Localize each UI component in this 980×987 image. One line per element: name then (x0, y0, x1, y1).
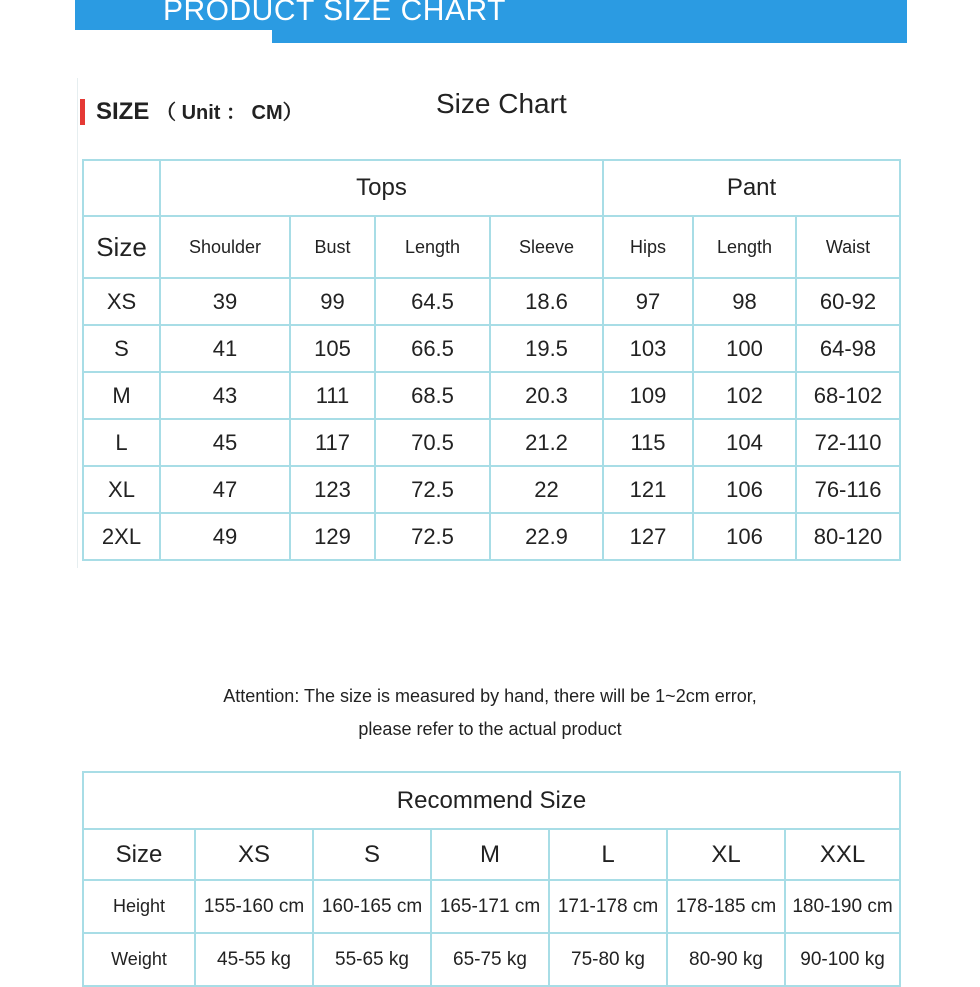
table-cell: 68.5 (375, 372, 490, 419)
column-header: Bust (290, 216, 375, 278)
weight-cell: 75-80 kg (549, 933, 667, 986)
column-header: Shoulder (160, 216, 290, 278)
recommend-size-cell: S (313, 829, 431, 880)
weight-cell: 80-90 kg (667, 933, 785, 986)
recommend-weight-row (83, 933, 900, 986)
table-cell: 99 (290, 278, 375, 325)
weight-label: Weight (83, 933, 195, 986)
size-chart-table (82, 159, 901, 561)
height-cell: 180-190 cm (785, 880, 900, 933)
recommend-size-cell: L (549, 829, 667, 880)
recommend-title-row (83, 772, 900, 829)
recommend-size-cell: XL (667, 829, 785, 880)
weight-cell: 55-65 kg (313, 933, 431, 986)
column-header: Length (375, 216, 490, 278)
table-row (83, 513, 900, 560)
measurement-notice-line-2: please refer to the actual product (358, 719, 622, 739)
table-cell: 21.2 (490, 419, 603, 466)
table-cell: 70.5 (375, 419, 490, 466)
table-cell: 72.5 (375, 466, 490, 513)
table-cell: 72-110 (796, 419, 900, 466)
table-row (83, 325, 900, 372)
recommend-size-label: Size (83, 829, 195, 880)
table-cell: 20.3 (490, 372, 603, 419)
banner-notch (75, 30, 272, 43)
weight-cell: 45-55 kg (195, 933, 313, 986)
height-cell: 165-171 cm (431, 880, 549, 933)
table-row (83, 372, 900, 419)
measurement-notice-line-1: Attention: The size is measured by hand, there will be 1~2cm error, (223, 686, 757, 706)
size-column-header: Size (83, 216, 160, 278)
weight-cell: 65-75 kg (431, 933, 549, 986)
table-cell: 66.5 (375, 325, 490, 372)
corner-cell (83, 160, 160, 216)
table-cell: 97 (603, 278, 693, 325)
size-cell: M (83, 372, 160, 419)
table-cell: 19.5 (490, 325, 603, 372)
table-cell: 106 (693, 466, 796, 513)
size-cell: XL (83, 466, 160, 513)
table-cell: 18.6 (490, 278, 603, 325)
height-cell: 160-165 cm (313, 880, 431, 933)
size-unit-label (96, 96, 303, 126)
group-header-row (83, 160, 900, 216)
recommend-size-table (82, 771, 901, 987)
recommend-size-cell: XXL (785, 829, 900, 880)
table-cell: 103 (603, 325, 693, 372)
size-cell: XS (83, 278, 160, 325)
size-cell: S (83, 325, 160, 372)
unit-label-text: （ Unit ： CM） (156, 102, 303, 124)
table-cell: 47 (160, 466, 290, 513)
recommend-height-row (83, 880, 900, 933)
height-cell: 155-160 cm (195, 880, 313, 933)
column-header: Sleeve (490, 216, 603, 278)
size-label-text: SIZE (96, 98, 150, 125)
table-cell: 109 (603, 372, 693, 419)
table-cell: 39 (160, 278, 290, 325)
table-cell: 115 (603, 419, 693, 466)
height-cell: 171-178 cm (549, 880, 667, 933)
size-chart-title: Size Chart (436, 88, 567, 119)
table-cell: 80-120 (796, 513, 900, 560)
red-accent-bar (80, 99, 85, 125)
table-cell: 45 (160, 419, 290, 466)
table-cell: 43 (160, 372, 290, 419)
table-cell: 106 (693, 513, 796, 560)
size-cell: 2XL (83, 513, 160, 560)
table-cell: 68-102 (796, 372, 900, 419)
group-pant: Pant (603, 160, 900, 216)
recommend-size-cell: XS (195, 829, 313, 880)
column-header: Hips (603, 216, 693, 278)
height-cell: 178-185 cm (667, 880, 785, 933)
table-cell: 22 (490, 466, 603, 513)
group-tops: Tops (160, 160, 603, 216)
column-header: Waist (796, 216, 900, 278)
table-cell: 76-116 (796, 466, 900, 513)
weight-cell: 90-100 kg (785, 933, 900, 986)
table-cell: 60-92 (796, 278, 900, 325)
table-cell: 127 (603, 513, 693, 560)
column-header-row (83, 216, 900, 278)
left-divider (77, 78, 78, 568)
table-cell: 111 (290, 372, 375, 419)
banner-title: PRODUCT SIZE CHART (163, 0, 506, 27)
table-cell: 105 (290, 325, 375, 372)
table-cell: 121 (603, 466, 693, 513)
table-cell: 123 (290, 466, 375, 513)
table-cell: 117 (290, 419, 375, 466)
table-cell: 98 (693, 278, 796, 325)
table-row (83, 278, 900, 325)
table-cell: 22.9 (490, 513, 603, 560)
table-cell: 41 (160, 325, 290, 372)
table-cell: 49 (160, 513, 290, 560)
table-cell: 102 (693, 372, 796, 419)
recommend-size-title: Recommend Size (83, 772, 900, 829)
table-cell: 104 (693, 419, 796, 466)
height-label: Height (83, 880, 195, 933)
column-header: Length (693, 216, 796, 278)
table-row (83, 419, 900, 466)
table-cell: 100 (693, 325, 796, 372)
table-cell: 72.5 (375, 513, 490, 560)
table-row (83, 466, 900, 513)
size-cell: L (83, 419, 160, 466)
table-cell: 129 (290, 513, 375, 560)
recommend-size-cell: M (431, 829, 549, 880)
table-cell: 64.5 (375, 278, 490, 325)
table-cell: 64-98 (796, 325, 900, 372)
recommend-size-row (83, 829, 900, 880)
